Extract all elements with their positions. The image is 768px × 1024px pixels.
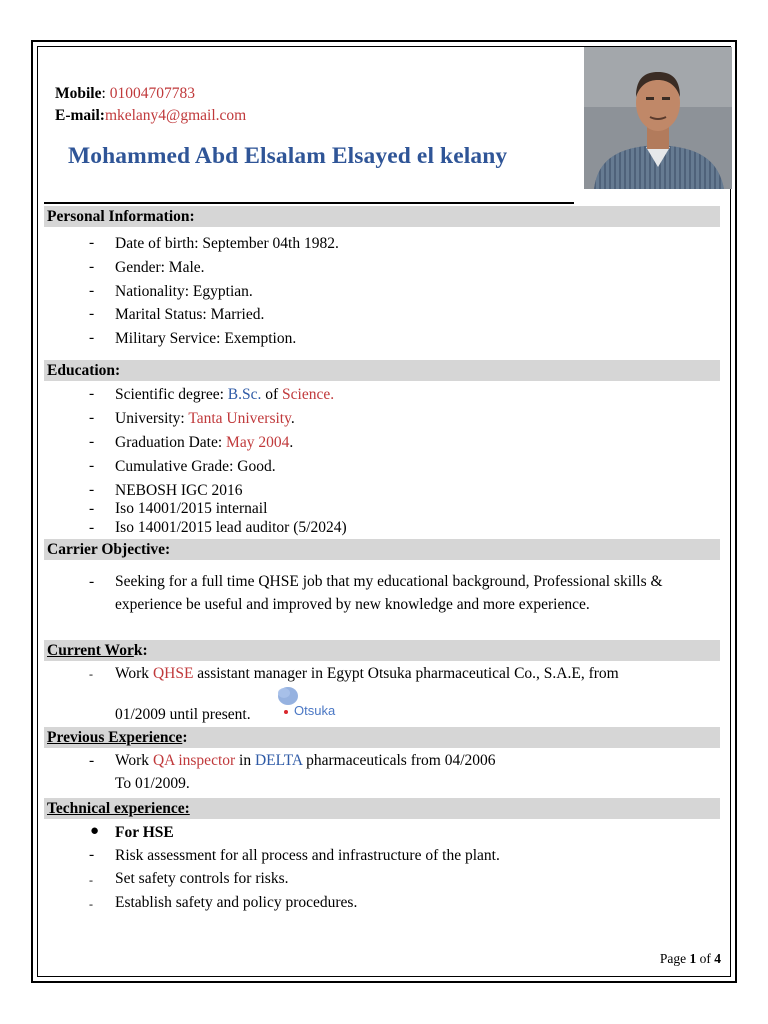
previous-role: QA inspector — [152, 752, 236, 769]
degree-of: of — [261, 386, 283, 403]
profile-photo — [584, 47, 732, 189]
education-cert: NEBOSH IGC 2016 — [115, 482, 243, 499]
previous-work-line-2: To 01/2009. — [115, 775, 190, 792]
section-technical-title: Technical experience: — [47, 800, 190, 817]
dash-marker: - — [89, 258, 95, 275]
dash-marker: - — [89, 457, 95, 474]
section-personal-header — [44, 206, 720, 227]
otsuka-logo-text: Otsuka — [294, 703, 336, 718]
mobile-line: Mobile: 01004707783 — [55, 85, 195, 102]
education-graduation — [115, 431, 293, 454]
graduation-label: Graduation Date: — [115, 434, 227, 451]
mobile-value: 01004707783 — [109, 85, 195, 102]
degree-label: Scientific degree: — [115, 386, 228, 403]
education-university — [115, 407, 295, 430]
page-current: 1 — [689, 951, 697, 966]
dash-marker: - — [89, 385, 95, 402]
current-role: QHSE — [152, 665, 194, 682]
dash-marker: - — [89, 573, 95, 590]
current-work-line-2: 01/2009 until present. — [115, 706, 251, 723]
education-degree — [115, 383, 334, 406]
dash-marker: - — [89, 667, 93, 681]
dash-marker: - — [89, 282, 95, 299]
previous-work-line — [115, 749, 496, 772]
page-of: of — [699, 951, 711, 966]
email-label: E-mail: — [55, 107, 105, 124]
previous-mid: in — [235, 752, 255, 769]
technical-item: Risk assessment for all process and infrastructure of the plant. — [115, 847, 500, 864]
section-education-title: Education: — [47, 362, 121, 379]
dash-marker: - — [89, 329, 95, 346]
degree-value: B.Sc. — [227, 386, 262, 403]
section-current-title-end: k: — [133, 642, 148, 659]
dash-marker: - — [89, 873, 93, 887]
page-number — [660, 951, 721, 967]
university-suffix: . — [290, 410, 295, 427]
graduation-value: May 2004 — [226, 434, 290, 451]
section-education-header — [44, 360, 720, 381]
dash-marker: - — [89, 500, 95, 517]
education-cert: Iso 14001/2015 internail — [115, 500, 268, 517]
mobile-label: Mobile — [55, 85, 102, 102]
previous-company: DELTA — [254, 752, 303, 769]
objective-text: Seeking for a full time QHSE job that my educational background, Professional skills & experience be useful and improved by new knowledge and more experience. — [115, 573, 663, 613]
education-cert: Iso 14001/2015 lead auditor (5/2024) — [115, 519, 347, 536]
dash-marker: - — [89, 433, 95, 450]
personal-item: Marital Status: Married. — [115, 306, 265, 323]
graduation-suffix: . — [289, 434, 294, 451]
technical-item: Set safety controls for risks. — [115, 870, 289, 887]
section-current-title: Current Wor — [47, 642, 134, 659]
current-work-line — [115, 662, 619, 685]
email-value: mkelany4@gmail.com — [104, 107, 247, 124]
otsuka-logo — [272, 685, 348, 719]
dash-marker: - — [89, 897, 93, 911]
section-objective-header — [44, 539, 720, 560]
previous-rest: pharmaceuticals from 04/2006 — [302, 752, 496, 769]
page-total: 4 — [714, 951, 721, 966]
university-value: Tanta University — [188, 410, 291, 427]
section-previous-title: Previous Experience — [47, 729, 183, 746]
personal-item: Date of birth: September 04th 1982. — [115, 235, 339, 252]
dash-marker: - — [89, 519, 95, 536]
section-objective-title: Carrier Objective: — [47, 541, 171, 558]
dash-marker: - — [89, 305, 95, 322]
previous-prefix: Work — [115, 752, 153, 769]
section-previous-title-end: : — [182, 729, 188, 746]
education-grade: Cumulative Grade: Good. — [115, 458, 276, 475]
section-technical-header — [44, 798, 720, 819]
personal-item: Gender: Male. — [115, 259, 205, 276]
current-prefix: Work — [115, 665, 153, 682]
technical-subhead: For HSE — [115, 824, 174, 841]
email-line — [55, 107, 246, 125]
section-current-header — [44, 640, 720, 661]
technical-item: Establish safety and policy procedures. — [115, 894, 358, 911]
page-word: Page — [659, 951, 687, 966]
name-underline — [44, 202, 574, 204]
dash-marker: - — [89, 481, 95, 498]
university-label: University: — [115, 410, 189, 427]
dash-marker: - — [89, 234, 95, 251]
degree-field: Science. — [282, 386, 335, 403]
personal-item: Military Service: Exemption. — [115, 330, 297, 347]
section-personal-title: Personal Information: — [47, 208, 195, 225]
dash-marker: - — [89, 846, 95, 863]
current-rest: assistant manager in Egypt Otsuka pharmaceutical Co., S.A.E, from — [193, 665, 619, 682]
section-previous-header — [44, 727, 720, 748]
personal-item: Nationality: Egyptian. — [115, 283, 253, 300]
candidate-name: Mohammed Abd Elsalam Elsayed el kelany — [68, 143, 508, 169]
bullet-dot: ● — [90, 823, 100, 839]
dash-marker: - — [89, 409, 95, 426]
dash-marker: - — [89, 752, 95, 769]
